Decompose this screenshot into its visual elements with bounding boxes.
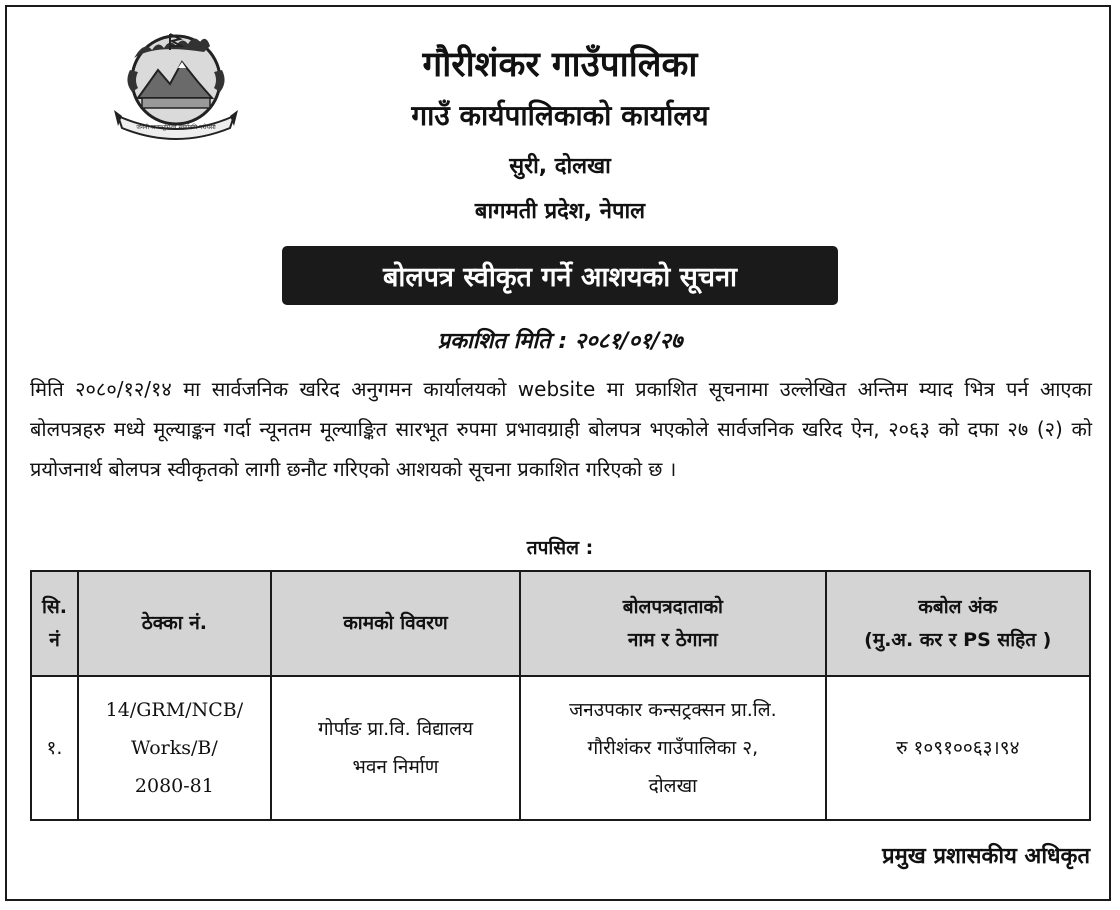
header-bidder-line1: बोलपत्रदाताको (622, 595, 723, 618)
header-serial-number (31, 571, 78, 676)
signatory-title: प्रमुख प्रशासकीय अधिकृत (882, 844, 1090, 869)
header-contract-number (78, 571, 271, 676)
office-location: सुरी, दोलखा (509, 154, 611, 179)
bidder-line3: दोलखा (648, 775, 698, 797)
cell-serial-number: १. (31, 676, 78, 820)
header-bid-amount-line2: (मु.अ. कर र PS सहित ) (864, 628, 1052, 651)
municipality-title: गौरीशंकर गाउँपालिका (422, 45, 698, 85)
bidder-line2: गौरीशंकर गाउँपालिका २, (587, 737, 759, 759)
cell-contract-number (78, 676, 271, 820)
bid-table (30, 570, 1091, 821)
published-date: प्रकाशित मिति : २०८१/०१/२७ (437, 329, 683, 354)
table-row (31, 676, 1090, 820)
header-bidder-line2: नाम र ठेगाना (627, 628, 718, 651)
notice-body: मिति २०८०/१२/१४ मा सार्वजनिक खरिद अनुगमन कार्यालयको website मा प्रकाशित सूचनामा उल्लेखित अन्तिम म्याद भित्र पर्न आएका बोलपत्रहरु मध्ये मूल्याङ्कन गर्दा न्यूनतम मूल्याङ्कित सारभूत रुपमा प्रभावग्राही बोलपत्र भएकोले सार्वजनिक खरिद ऐन, २०६३ को दफा २७ (२) को प्रयोजनार्थ बोलपत्र स्वीकृतको लागी छनौट गरिएको आशयको सूचना प्रकाशित गरिएको छ । (30, 377, 1092, 481)
header-bid-amount (826, 571, 1090, 676)
office-name: गाउँ कार्यपालिकाको कार्यालय (411, 99, 709, 132)
header-serial-number-line2: नं (49, 628, 60, 651)
notice-title-banner (282, 246, 838, 305)
work-description-line2: भवन निर्माण (352, 756, 439, 778)
cell-bidder (520, 676, 825, 820)
header-bid-amount-line1: कबोल अंक (918, 595, 998, 618)
table-header-row (31, 571, 1090, 676)
details-label: तपसिल : (526, 537, 594, 559)
cell-work-description (271, 676, 520, 820)
header-work-description-label: कामको विवरण (343, 612, 448, 634)
header-bidder (520, 571, 825, 676)
header-work-description (271, 571, 520, 676)
province-line: बागमती प्रदेश, नेपाल (474, 199, 646, 224)
work-description-line1: गोर्पाङ प्रा.वि. विद्यालय (317, 718, 474, 740)
contract-number-line3: 2080-81 (134, 775, 214, 797)
emblem-caption: जननी जन्मभूमिश्च स्वर्गादपि गरीयसी (136, 124, 216, 131)
cell-bid-amount: रु १०९१००६३।९४ (826, 676, 1090, 820)
contract-number-line1: 14/GRM/NCB/ (105, 699, 244, 721)
notice-title: बोलपत्र स्वीकृत गर्ने आशयको सूचना (382, 262, 738, 293)
bidder-line1: जनउपकार कन्सट्रक्सन प्रा.लि. (569, 699, 777, 721)
contract-number-line2: Works/B/ (130, 737, 218, 759)
header-serial-number-line1: सि. (41, 595, 67, 618)
header-contract-number-label: ठेक्का नं. (141, 612, 208, 634)
